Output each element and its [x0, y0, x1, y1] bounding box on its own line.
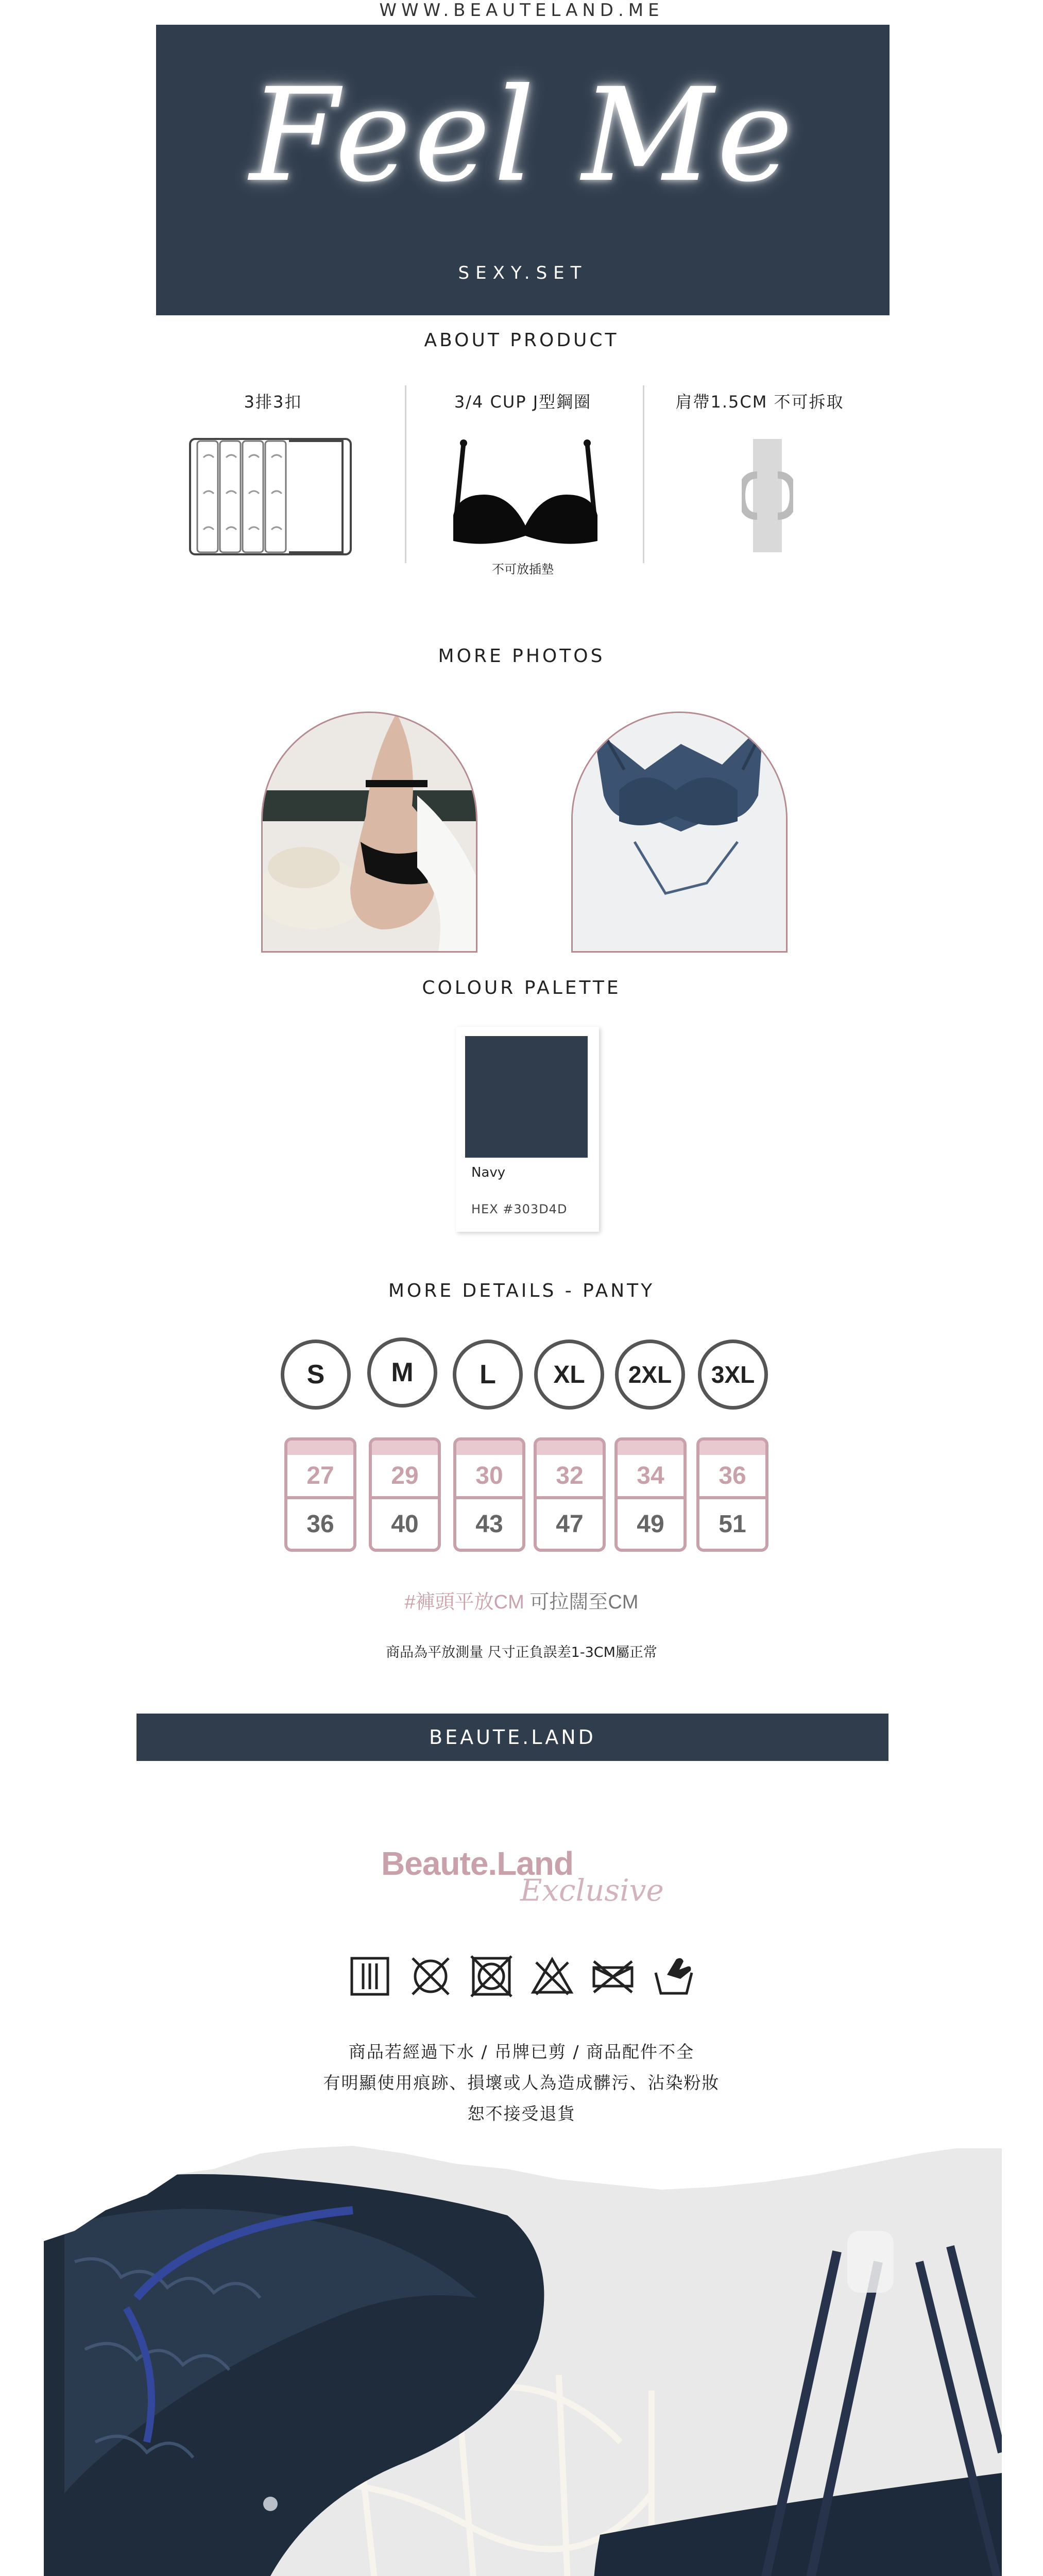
brand-logo-name: Beaute.Land: [381, 1845, 574, 1882]
strap-clip-icon: [742, 439, 793, 552]
about-product-title: ABOUT PRODUCT: [424, 330, 619, 351]
about-col-2-note: 不可放插墊: [492, 562, 554, 577]
care-line-1: 商品若經過下水 / 吊牌已剪 / 商品配件不全: [348, 2042, 695, 2062]
size-measure-l: [453, 1437, 525, 1552]
column-divider: [405, 385, 406, 563]
size-circle-s: S: [281, 1340, 351, 1410]
hook-and-eye-closure-icon: [188, 437, 353, 556]
color-name: Navy: [471, 1165, 506, 1180]
size-measure-3xl: [696, 1437, 768, 1552]
hip-value: 40: [391, 1510, 419, 1538]
waist-value: 29: [372, 1455, 438, 1499]
hip-value: 51: [719, 1510, 746, 1538]
brand-banner: BEAUTE.LAND: [136, 1714, 888, 1761]
size-circle-l: L: [453, 1340, 523, 1410]
size-measure-m: [369, 1437, 441, 1552]
measure-disclaimer: 商品為平放測量 尺寸正負誤差1-3CM屬正常: [386, 1645, 657, 1660]
waist-value: 27: [287, 1455, 353, 1499]
size-circle-m: M: [367, 1337, 437, 1408]
palette-card: [456, 1027, 599, 1232]
more-details-title: MORE DETAILS - PANTY: [388, 1280, 655, 1301]
hero-banner: [156, 25, 890, 315]
waist-value: 30: [456, 1455, 522, 1499]
no-bleach-icon: [408, 1954, 453, 1998]
hip-value: 36: [306, 1510, 334, 1538]
hip-value: 49: [637, 1510, 664, 1538]
no-dry-clean-icon: [591, 1954, 635, 1998]
size-measure-s: [284, 1437, 356, 1552]
waist-value: 34: [618, 1455, 683, 1499]
waist-value: 36: [699, 1455, 765, 1499]
product-flatlay-photo: [44, 2133, 1002, 2576]
size-circle-2xl: 2XL: [615, 1340, 685, 1410]
size-circle-3xl: 3XL: [698, 1340, 768, 1410]
product-photo: [571, 711, 788, 953]
color-swatch: [465, 1036, 588, 1158]
hero-title: Feel Me: [249, 60, 796, 210]
waist-value: 32: [537, 1455, 603, 1499]
care-line-3: 恕不接受退貨: [467, 2104, 576, 2124]
size-measure-xl: [534, 1437, 606, 1552]
measure-note-stretch: 可拉闊至CM: [529, 1591, 639, 1613]
column-divider: [643, 385, 644, 563]
color-hex: HEX #303D4D: [471, 1202, 568, 1216]
no-iron-icon: [530, 1954, 574, 1998]
measure-note-waist: #褲頭平放CM: [404, 1591, 524, 1613]
about-col-2-label: 3/4 CUP J型鋼圈: [454, 392, 592, 412]
hero-subtitle: SEXY.SET: [458, 263, 588, 283]
hip-value: 43: [475, 1510, 503, 1538]
brand-logo-tagline: Exclusive: [520, 1873, 664, 1908]
more-photos-title: MORE PHOTOS: [438, 646, 605, 667]
care-line-2: 有明顯使用痕跡、損壞或人為造成髒污、沾染粉妝: [323, 2073, 720, 2093]
no-tumble-dry-icon: [469, 1954, 514, 1998]
about-col-1-label: 3排3扣: [244, 392, 302, 412]
about-col-3-label: 肩帶1.5CM 不可拆取: [675, 392, 844, 412]
measure-note: [0, 1586, 1043, 1614]
hip-value: 47: [556, 1510, 584, 1538]
hand-wash-basin-icon: [652, 1954, 696, 1998]
size-circle-xl: XL: [534, 1340, 604, 1410]
model-photo: [261, 711, 477, 953]
bra-icon: [448, 438, 603, 549]
site-url: WWW.BEAUTELAND.ME: [379, 0, 664, 21]
care-icons-row: [332, 1954, 711, 2004]
colour-palette-title: COLOUR PALETTE: [422, 977, 621, 998]
size-measure-2xl: [614, 1437, 687, 1552]
hand-wash-icon: [348, 1954, 392, 1998]
